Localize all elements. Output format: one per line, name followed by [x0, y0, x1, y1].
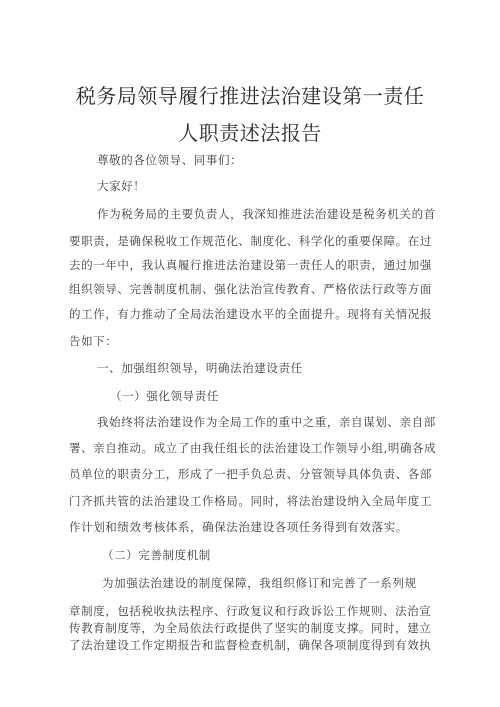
document-title-line-1: 税务局领导履行推进法治建设第一责任 [75, 84, 425, 108]
intro-line-4: 组织领导、完善制度机制、强化法治宣传教育、严格依法行政等方面 [69, 282, 432, 296]
intro-line-2: 要职责，是确保税收工作规范化、制度化、科学化的重要保障。在过 [69, 234, 432, 248]
subsection-1-line-5: 作计划和绩效考核体系，确保法治建设各项任务得到有效落实。 [69, 520, 408, 534]
subsection-2-line-4: 了法治建设工作定期报告和监督检查机制，确保各项制度得到有效执 [69, 638, 431, 652]
salutation: 大家好！ [97, 179, 146, 193]
intro-line-1: 作为税务局的主要负责人，我深知推进法治建设是税务机关的首 [97, 207, 436, 221]
greeting: 尊敬的各位领导、同事们： [97, 153, 243, 167]
subsection-2-line-1: 为加强法治建设的制度保障，我组织修订和完善了一系列规 [102, 576, 417, 590]
subsection-1-line-1: 我始终将法治建设作为全局工作的重中之重，亲自谋划、亲自部 [97, 415, 436, 429]
intro-line-6: 告如下： [69, 334, 118, 348]
document-title-line-2: 人职责述法报告 [178, 121, 322, 145]
subsection-1-heading: （一）强化领导责任 [110, 389, 219, 403]
intro-line-5: 的工作，有力推动了全局法治建设水平的全面提升。现将有关情况报 [69, 307, 432, 321]
subsection-1-line-2: 署、亲自推动。成立了由我任组长的法治建设工作领导小组,明确各成 [69, 441, 437, 455]
subsection-1-line-3: 员单位的职责分工，形成了一把手负总责、分管领导具体负责、各部 [69, 467, 432, 481]
section-1-heading: 一、加强组织领导，明确法治建设责任 [97, 361, 303, 375]
subsection-2-line-3: 传教育制度等，为全局依法行政提供了坚实的制度支撑。同时，建立 [69, 621, 431, 635]
subsection-1-line-4: 门齐抓共管的法治建设工作格局。同时，将法治建设纳入全局年度工 [69, 494, 432, 508]
subsection-2-line-2: 章制度，包括税收执法程序、行政复议和行政诉讼工作规则、法治宣 [69, 604, 431, 618]
subsection-2-heading: （二）完善制度机制 [102, 548, 211, 562]
intro-line-3: 去的一年中，我认真履行推进法治建设第一责任人的职责，通过加强 [69, 258, 432, 272]
